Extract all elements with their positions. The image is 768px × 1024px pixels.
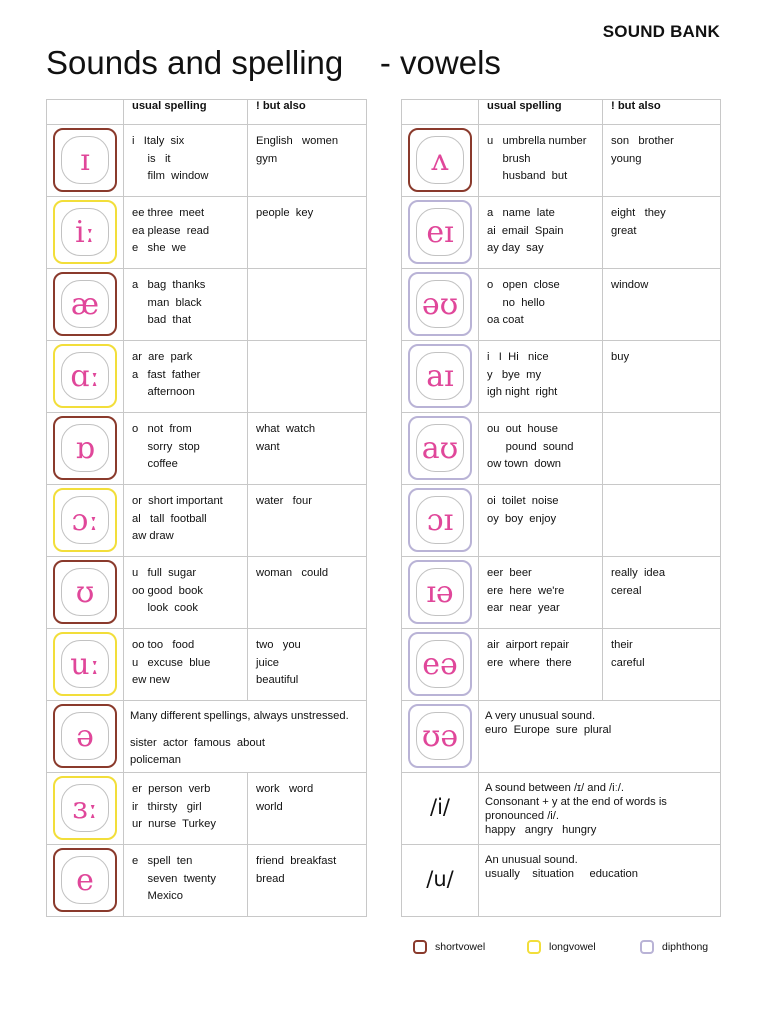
but-also-cell	[248, 413, 367, 485]
exception-line: beautiful	[256, 674, 299, 686]
exception-line: eight they	[611, 207, 666, 219]
spelling-line: ea please read	[132, 224, 210, 237]
exception-line: their	[611, 639, 633, 651]
spelling-line: oo good book	[132, 584, 203, 597]
usual-spelling-cell	[124, 845, 248, 917]
spelling-line: man black	[132, 296, 202, 309]
spelling-line: ou out house	[487, 423, 558, 435]
header-blank	[402, 100, 479, 125]
spelling-line: al tall football	[132, 512, 207, 525]
phoneme-symbol: aʊ	[421, 430, 459, 466]
phoneme-symbol: iː	[75, 214, 95, 250]
spelling-line: bad that	[132, 314, 192, 326]
but-also-cell	[603, 557, 721, 629]
spacer	[130, 723, 360, 735]
usual-spelling-cell	[479, 125, 603, 197]
but-also-cell	[248, 341, 367, 413]
sound-icon-cell	[47, 269, 124, 341]
example-words: happy angry hungry	[485, 824, 597, 836]
sound-row	[47, 197, 367, 269]
but-also-cell	[603, 413, 721, 485]
sound-icon-cell	[402, 125, 479, 197]
up-arrow-icon	[408, 128, 472, 192]
horse-icon	[53, 488, 117, 552]
note-cell	[479, 845, 721, 917]
spelling-line: oy boy enjoy	[487, 512, 557, 525]
tree-icon	[53, 200, 117, 264]
but-also-cell	[248, 773, 367, 845]
spelling-line: y bye my	[487, 368, 542, 381]
sound-row	[402, 125, 721, 197]
spelling-line: a bag thanks	[132, 279, 206, 291]
spelling-line: i Italy six	[132, 135, 185, 147]
sound-icon-cell	[402, 485, 479, 557]
exception-line: want	[256, 440, 280, 453]
sound-row	[47, 701, 367, 773]
spelling-line: ar are park	[132, 351, 193, 363]
but-also-cell	[603, 125, 721, 197]
bull-icon	[53, 560, 117, 624]
legend-swatch	[413, 940, 427, 954]
spelling-line: seven twenty	[132, 872, 216, 885]
exception-line: woman could	[256, 567, 329, 579]
exception-line: work word	[256, 783, 314, 795]
computer-icon	[53, 704, 117, 768]
tourist-icon	[408, 704, 472, 768]
exception-line: cereal	[611, 584, 642, 597]
spelling-line: ur nurse Turkey	[132, 818, 216, 830]
spelling-line: no hello	[487, 296, 545, 309]
note-text: A sound between /ɪ/ and /iː/.	[485, 782, 624, 794]
spelling-line: er person verb	[132, 783, 211, 795]
but-also-cell	[248, 485, 367, 557]
spelling-line: ere here we're	[487, 584, 565, 597]
usual-spelling-cell	[479, 629, 603, 701]
exception-line: juice	[256, 656, 280, 669]
usual-spelling-cell	[479, 485, 603, 557]
but-also-cell	[248, 629, 367, 701]
sound-icon-cell	[402, 557, 479, 629]
phoneme-symbol: eɪ	[426, 214, 454, 250]
sound-icon-cell	[402, 341, 479, 413]
car-icon	[53, 344, 117, 408]
spelling-line: a fast father	[132, 368, 201, 381]
phoneme-symbol: ɒ	[75, 430, 95, 466]
sound-icon-cell	[47, 197, 124, 269]
but-also-cell	[603, 629, 721, 701]
right-vowel-table	[401, 99, 721, 917]
spelling-line: ow town down	[487, 458, 562, 470]
spelling-line: ear near year	[487, 602, 560, 614]
sound-icon-cell	[47, 845, 124, 917]
egg-cup-icon	[53, 848, 117, 912]
usual-spelling-cell	[479, 269, 603, 341]
usual-spelling-cell	[124, 629, 248, 701]
note-text: Consonant + y at the end of words is	[485, 796, 667, 808]
but-also-cell	[603, 485, 721, 557]
example-words: policeman	[130, 754, 181, 766]
spelling-line: u umbrella number	[487, 135, 587, 147]
spelling-line: coffee	[132, 458, 178, 470]
spelling-line: u full sugar	[132, 567, 197, 579]
sound-row	[402, 845, 721, 917]
sound-row	[47, 341, 367, 413]
spelling-line: aw draw	[132, 530, 174, 542]
spelling-line: pound sound	[487, 440, 574, 453]
sound-icon-cell	[47, 413, 124, 485]
exception-line: careful	[611, 656, 645, 669]
header-but-also: ! but also	[603, 100, 721, 125]
phoneme-symbol: /u/	[426, 867, 454, 891]
exception-line: English women	[256, 135, 339, 147]
owl-icon	[408, 416, 472, 480]
sound-row	[402, 485, 721, 557]
example-words: usually situation education	[485, 868, 638, 880]
sound-row	[47, 125, 367, 197]
spelling-line: ir thirsty girl	[132, 800, 202, 813]
sound-icon-cell	[47, 341, 124, 413]
phoneme-symbol: ʌ	[431, 142, 449, 178]
sound-icon-cell	[47, 701, 124, 773]
spelling-line: ai email Spain	[487, 224, 564, 237]
sound-row	[402, 269, 721, 341]
sound-icon-cell	[47, 629, 124, 701]
header-usual-spelling: usual spelling	[124, 100, 248, 125]
exception-line: window	[611, 279, 649, 291]
chair-icon	[408, 632, 472, 696]
phoneme-symbol: æ	[70, 286, 100, 322]
spelling-line: i I Hi nice	[487, 351, 549, 363]
exception-line: gym	[256, 152, 278, 165]
sound-row	[47, 773, 367, 845]
spelling-line: or short important	[132, 495, 223, 507]
but-also-cell	[248, 557, 367, 629]
sound-icon-cell	[402, 773, 479, 845]
spelling-line: oa coat	[487, 314, 524, 326]
legend-label: shortvowel	[435, 941, 486, 953]
spelling-line: ere where there	[487, 656, 572, 669]
exception-line: what watch	[256, 423, 316, 435]
exception-line: two you	[256, 639, 301, 651]
left-vowel-table	[46, 99, 367, 917]
but-also-cell	[603, 341, 721, 413]
spelling-line: air airport repair	[487, 639, 570, 651]
phoneme-symbol: ɔː	[71, 502, 99, 538]
spelling-line: husband but	[487, 170, 568, 182]
exception-line: buy	[611, 351, 630, 363]
note-text: A very unusual sound.	[485, 710, 596, 722]
sound-row	[402, 197, 721, 269]
train-icon	[408, 200, 472, 264]
usual-spelling-cell	[124, 773, 248, 845]
note-text: pronounced /i/.	[485, 810, 560, 822]
legend-item	[640, 940, 708, 954]
phoneme-symbol: aɪ	[426, 358, 454, 394]
exception-line: young	[611, 152, 642, 165]
phone-icon	[408, 272, 472, 336]
but-also-cell	[603, 269, 721, 341]
legend-label: diphthong	[662, 941, 709, 953]
spelling-line: eer beer	[487, 567, 532, 579]
sound-icon-cell	[47, 773, 124, 845]
bird-icon	[53, 776, 117, 840]
fish-icon	[53, 128, 117, 192]
exception-line: water four	[256, 495, 312, 507]
sound-row	[402, 341, 721, 413]
sound-icon-cell	[47, 125, 124, 197]
phoneme-symbol: ə	[76, 718, 94, 754]
spelling-line: look cook	[132, 602, 198, 614]
sound-row	[402, 413, 721, 485]
usual-spelling-cell	[479, 341, 603, 413]
spelling-line: ee three meet	[132, 207, 205, 219]
note-cell	[479, 773, 721, 845]
exception-line: world	[256, 800, 283, 813]
usual-spelling-cell	[479, 413, 603, 485]
sound-row	[402, 701, 721, 773]
phoneme-symbol: /i/	[430, 795, 450, 819]
usual-spelling-cell	[479, 557, 603, 629]
phoneme-symbol: ɑː	[70, 358, 100, 394]
spelling-line: u excuse blue	[132, 656, 211, 669]
legend-item	[527, 940, 596, 954]
ear-icon	[408, 560, 472, 624]
clock-icon	[53, 416, 117, 480]
header-blank	[47, 100, 124, 125]
boot-icon	[53, 632, 117, 696]
note-text: Many different spellings, always unstressed.	[130, 710, 349, 722]
phoneme-symbol: uː	[70, 646, 100, 682]
header-but-also: ! but also	[248, 100, 367, 125]
sound-icon-cell	[402, 269, 479, 341]
spelling-line: e she we	[132, 242, 187, 254]
usual-spelling-cell	[124, 413, 248, 485]
but-also-cell	[248, 197, 367, 269]
but-also-cell	[248, 269, 367, 341]
but-also-cell	[248, 125, 367, 197]
sound-icon-cell	[402, 845, 479, 917]
usual-spelling-cell	[124, 485, 248, 557]
note-text: An unusual sound.	[485, 854, 578, 866]
example-words: sister actor famous about	[130, 737, 265, 749]
phoneme-symbol: ɜː	[72, 790, 98, 826]
cat-icon	[53, 272, 117, 336]
but-also-cell	[603, 197, 721, 269]
phoneme-symbol: ɔɪ	[426, 502, 454, 538]
exception-line: really idea	[611, 567, 666, 579]
phoneme-symbol: ɪə	[426, 574, 454, 610]
example-words: euro Europe sure plural	[485, 724, 612, 736]
sound-icon-cell	[47, 485, 124, 557]
header-usual-spelling: usual spelling	[479, 100, 603, 125]
phoneme-symbol: ʊə	[421, 718, 459, 754]
sound-icon-cell	[47, 557, 124, 629]
spelling-line: brush	[487, 152, 531, 165]
legend-swatch	[640, 940, 654, 954]
sound-row	[47, 413, 367, 485]
spelling-line: o not from	[132, 423, 192, 435]
phoneme-symbol: ɪ	[80, 142, 90, 178]
spelling-line: sorry stop	[132, 440, 200, 453]
bike-icon	[408, 344, 472, 408]
phoneme-symbol: ʊ	[75, 574, 95, 610]
sound-row	[47, 485, 367, 557]
spelling-line: a name late	[487, 207, 555, 219]
legend-swatch	[527, 940, 541, 954]
but-also-cell	[248, 845, 367, 917]
sound-icon-cell	[402, 197, 479, 269]
legend-item	[413, 940, 485, 954]
spelling-line: igh night right	[487, 386, 558, 398]
usual-spelling-cell	[124, 269, 248, 341]
sound-row	[402, 773, 721, 845]
usual-spelling-cell	[124, 125, 248, 197]
sound-icon-cell	[402, 629, 479, 701]
table-header-row	[402, 100, 721, 125]
sound-row	[47, 629, 367, 701]
spelling-line: Mexico	[132, 890, 183, 902]
sound-row	[402, 629, 721, 701]
usual-spelling-cell	[124, 197, 248, 269]
usual-spelling-cell	[479, 197, 603, 269]
sound-icon-cell	[402, 413, 479, 485]
legend-label: longvowel	[549, 941, 596, 953]
exception-line: son brother	[611, 135, 674, 147]
spelling-line: oo too food	[132, 639, 195, 651]
page-title: Sounds and spelling - vowels	[46, 44, 501, 81]
boy-icon	[408, 488, 472, 552]
spelling-line: ay day say	[487, 242, 544, 254]
usual-spelling-cell	[124, 341, 248, 413]
spelling-line: is it	[132, 152, 171, 165]
sound-row	[402, 557, 721, 629]
exception-line: great	[611, 224, 637, 237]
sound-row	[47, 557, 367, 629]
spelling-line: film window	[132, 170, 209, 182]
spelling-line: o open close	[487, 279, 560, 291]
spelling-line: afternoon	[132, 386, 195, 398]
sound-row	[47, 269, 367, 341]
phoneme-symbol: əʊ	[421, 286, 459, 322]
spelling-line: oi toilet noise	[487, 495, 559, 507]
exception-line: bread	[256, 872, 285, 885]
note-cell	[124, 701, 367, 773]
exception-line: people key	[256, 207, 314, 219]
usual-spelling-cell	[124, 557, 248, 629]
section-header: SOUND BANK	[602, 22, 720, 41]
table-header-row	[47, 100, 367, 125]
note-cell	[479, 701, 721, 773]
sound-icon-cell	[402, 701, 479, 773]
sound-row	[47, 845, 367, 917]
spelling-line: ew new	[132, 674, 170, 686]
phoneme-symbol: eə	[422, 646, 458, 682]
spelling-line: e spell ten	[132, 855, 193, 867]
phoneme-symbol: e	[76, 862, 94, 898]
exception-line: friend breakfast	[256, 855, 337, 867]
